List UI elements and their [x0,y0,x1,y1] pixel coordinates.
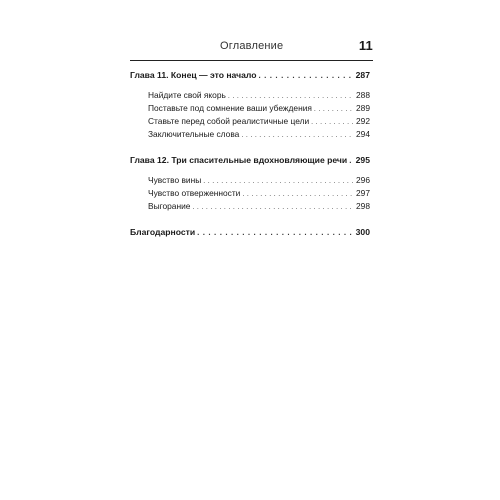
toc-item[interactable] [130,103,370,116]
toc-entry-page: 294 [356,129,370,139]
toc-item[interactable] [130,90,370,103]
toc-entry-title: Найдите свой якорь [148,90,226,100]
running-title: Оглавление [220,40,284,52]
header-divider [130,60,373,61]
toc-entry-title: Чувство отверженности [148,188,241,198]
toc-entry-page: 298 [356,201,370,211]
toc-entry-page: 300 [355,227,370,237]
toc-entry-title: Благодарности [130,227,196,237]
toc-chapter-11[interactable] [130,70,370,84]
dot-leader [203,178,354,185]
dot-leader [228,93,354,100]
page-number: 11 [358,38,373,53]
toc-chapter-12[interactable] [130,155,370,169]
toc-entry-page: 292 [356,116,370,126]
toc-entry-title: Заключительные слова [148,129,240,139]
toc-entry-page: 289 [356,103,370,113]
toc-item[interactable] [130,175,370,188]
toc-entry-title: Глава 11. Конец — это начало [130,70,257,80]
toc-entry-title: Выгорание [148,201,191,211]
toc-entry-page: 297 [356,188,370,198]
toc-entry-title: Ставьте перед собой реалистичные цели [148,116,310,126]
dot-leader [311,119,354,126]
dot-leader [192,204,354,211]
toc-item[interactable] [130,129,370,142]
toc-entry-page: 287 [355,70,370,80]
toc-entry-title: Чувство вины [148,175,202,185]
toc-item[interactable] [130,116,370,129]
dot-leader [314,106,354,113]
dot-leader [242,191,354,198]
toc-item[interactable] [130,188,370,201]
dot-leader [197,228,354,237]
toc-entry-page: 296 [356,175,370,185]
toc-entry-page: 288 [356,90,370,100]
table-of-contents [130,66,370,241]
running-head [130,39,373,55]
dot-leader [349,156,353,165]
toc-entry-page: 295 [355,155,370,165]
toc-entry-title: Поставьте под сомнение ваши убеждения [148,103,312,113]
toc-entry-title: Глава 12. Три спасительные вдохновляющие речи [130,155,348,165]
toc-item[interactable] [130,201,370,214]
toc-acknowledgments[interactable] [130,227,370,241]
dot-leader [241,132,354,139]
dot-leader [258,71,353,80]
